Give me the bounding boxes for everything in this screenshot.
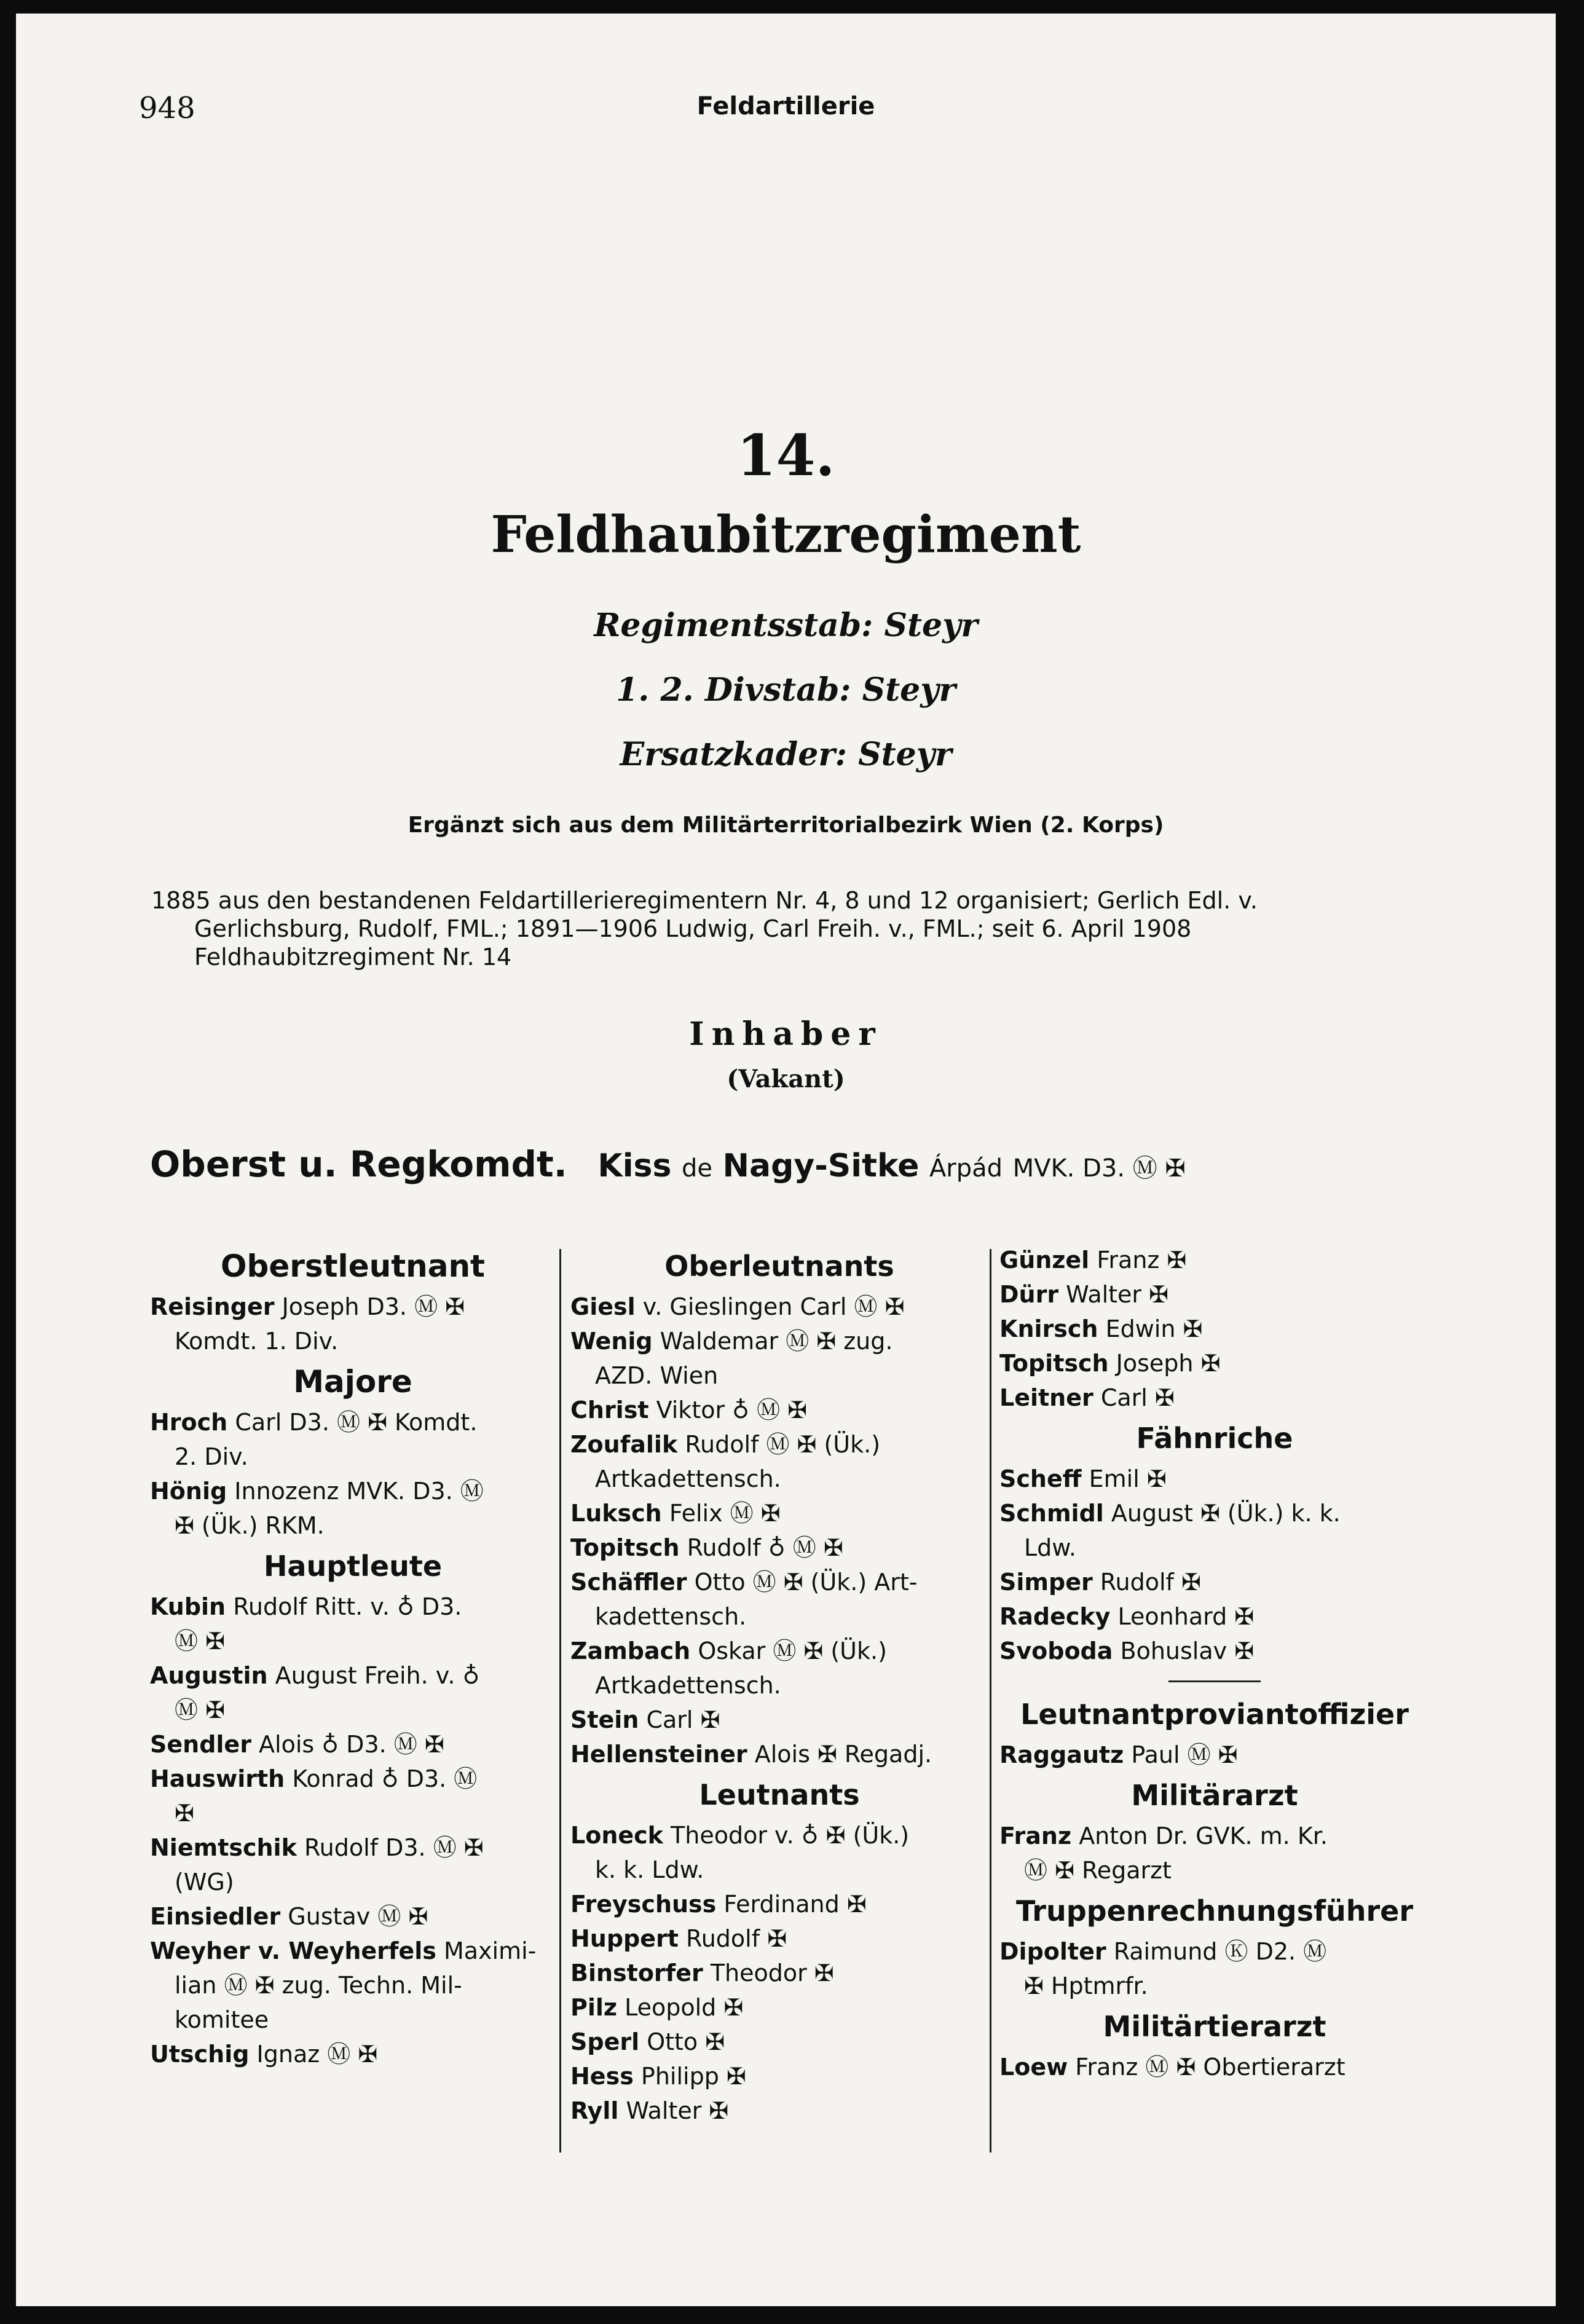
section-heading: Militärarzt (1131, 1779, 1298, 1812)
entry-continuation: Komdt. 1. Div. (175, 1328, 339, 1355)
roster-entry (570, 2059, 988, 2094)
roster-entry (999, 1934, 1430, 2003)
inhaber-value: (Vakant) (727, 1065, 845, 1093)
entry-surname: Hauswirth (150, 1765, 285, 1792)
roster-entry (570, 1887, 988, 1921)
regiment-name: Feldhaubitzregiment (491, 505, 1081, 564)
entry-details: Walter ✠ (626, 2097, 729, 2124)
entry-continuation: ✠ (175, 1800, 194, 1827)
entry-details: Rudolf ✠ (1100, 1569, 1201, 1596)
running-title: Feldartillerie (696, 92, 875, 120)
entry-details: Rudolf ♁ Ⓜ ✠ (687, 1534, 843, 1561)
entry-details: Joseph D3. Ⓜ ✠ (282, 1293, 465, 1320)
section-heading: Majore (293, 1364, 412, 1400)
inhaber-heading: Inhaber (689, 1015, 883, 1053)
entry-surname: Dipolter (999, 1938, 1106, 1965)
roster-entry (999, 1496, 1430, 1565)
entry-details: Konrad ♁ D3. Ⓜ (292, 1765, 478, 1792)
entry-surname: Dürr (999, 1281, 1059, 1308)
entry-surname: Utschig (150, 2041, 250, 2068)
entry-continuation: ✠ Hptmrfr. (1024, 1972, 1148, 1999)
entry-details: Maximi- (443, 1937, 537, 1964)
entry-surname: Freyschuss (570, 1891, 717, 1918)
subtitle-regimentsstab: Regimentsstab: Steyr (594, 607, 978, 644)
roster-entry (150, 1405, 556, 1474)
subtitle-ersatzkader: Ersatzkader: Steyr (620, 736, 952, 773)
erganzung-line: Ergänzt sich aus dem Militärterritorialbezirk Wien (2. Korps) (408, 813, 1164, 838)
section-heading: Truppenrechnungsführer (1015, 1894, 1414, 1928)
commander-surname: Kiss (597, 1148, 672, 1184)
roster-entry (570, 2094, 988, 2128)
entry-details: Rudolf Ritt. v. ♁ D3. (233, 1593, 462, 1620)
entry-details: Carl D3. Ⓜ ✠ Komdt. (235, 1409, 478, 1436)
commander-rank: Oberst u. Regkomdt. (150, 1143, 567, 1185)
entry-continuation: Ⓜ ✠ Regarzt (1024, 1857, 1172, 1884)
entry-details: Ignaz Ⓜ ✠ (256, 2041, 378, 2068)
section-heading: Oberstleutnant (221, 1248, 485, 1284)
entry-continuation: lian Ⓜ ✠ zug. Techn. Mil- (175, 1972, 462, 1999)
entry-surname: Hellensteiner (570, 1741, 747, 1768)
entry-details: Alois ✠ Regadj. (754, 1741, 932, 1768)
roster-entry (570, 1818, 988, 1887)
entry-details: Gustav Ⓜ ✠ (288, 1903, 428, 1930)
roster-entry (999, 1819, 1430, 1888)
roster-entry (150, 1658, 556, 1727)
roster-entry (150, 1474, 556, 1543)
entry-details: Theodor v. ♁ ✠ (Ük.) (671, 1822, 910, 1849)
entry-details: Alois ♁ D3. Ⓜ ✠ (259, 1731, 444, 1758)
document-page (16, 14, 1556, 2306)
entry-surname: Scheff (999, 1465, 1082, 1492)
entry-details: Edwin ✠ (1105, 1315, 1203, 1342)
entry-surname: Loneck (570, 1822, 663, 1849)
roster-entry (999, 1381, 1430, 1415)
section-heading: Leutnantproviantoffizier (1020, 1698, 1409, 1731)
entry-surname: Zoufalik (570, 1431, 678, 1458)
entry-details: August Freih. v. ♁ (275, 1662, 480, 1689)
entry-details: Viktor ♁ Ⓜ ✠ (656, 1396, 807, 1424)
entry-details: August ✠ (Ük.) k. k. (1111, 1500, 1341, 1527)
entry-continuation: k. k. Ldw. (595, 1856, 704, 1883)
entry-details: Rudolf D3. Ⓜ ✠ (304, 1834, 484, 1861)
roster-entry (570, 1703, 988, 1737)
entry-continuation: Ⓜ ✠ (175, 1628, 225, 1655)
entry-surname: Hess (570, 2063, 634, 2090)
entry-surname: Stein (570, 1706, 639, 1733)
entry-continuation: ✠ (Ük.) RKM. (175, 1512, 325, 1539)
entry-surname: Binstorfer (570, 1960, 703, 1987)
entry-continuation: kadettensch. (595, 1603, 747, 1630)
entry-details: v. Gieslingen Carl Ⓜ ✠ (642, 1293, 905, 1320)
entry-continuation: Artkadettensch. (595, 1672, 781, 1699)
entry-details: Walter ✠ (1066, 1281, 1168, 1308)
entry-details: Franz Ⓜ ✠ Obertierarzt (1075, 2054, 1346, 2081)
roster-entry (150, 1830, 556, 1899)
entry-surname: Topitsch (999, 1350, 1109, 1377)
entry-surname: Wenig (570, 1328, 653, 1355)
entry-details: Oskar Ⓜ ✠ (Ük.) (698, 1637, 887, 1664)
section-heading: Hauptleute (263, 1550, 443, 1583)
entry-surname: Schäffler (570, 1569, 687, 1596)
roster-entry (999, 1346, 1430, 1381)
roster-entry (570, 1634, 988, 1703)
entry-surname: Weyher v. Weyherfels (150, 1937, 436, 1964)
entry-details: Paul Ⓜ ✠ (1131, 1741, 1238, 1768)
page-number: 948 (139, 91, 195, 125)
history-line: Gerlichsburg, Rudolf, FML.; 1891—1906 Ludwig, Carl Freih. v., FML.; seit 6. April 1908 (194, 915, 1192, 942)
commander-awards: MVK. D3. Ⓜ ✠ (1012, 1154, 1186, 1183)
roster-entry (999, 2050, 1430, 2084)
roster-entry (999, 1599, 1430, 1634)
entry-surname: Kubin (150, 1593, 226, 1620)
entry-surname: Knirsch (999, 1315, 1098, 1342)
section-heading: Leutnants (699, 1778, 860, 1811)
entry-surname: Pilz (570, 1994, 618, 2021)
roster-entry (150, 1762, 556, 1830)
entry-details: Franz ✠ (1097, 1247, 1187, 1274)
entry-surname: Reisinger (150, 1293, 275, 1320)
entry-continuation: Artkadettensch. (595, 1465, 781, 1492)
history-paragraph (151, 886, 1430, 971)
entry-surname: Raggautz (999, 1741, 1124, 1768)
entry-surname: Zambach (570, 1637, 691, 1664)
roster-entry (570, 2025, 988, 2059)
subtitle-divstab: 1. 2. Divstab: Steyr (616, 671, 956, 709)
entry-surname: Leitner (999, 1384, 1093, 1411)
entry-details: Waldemar Ⓜ ✠ zug. (660, 1328, 893, 1355)
entry-details: Rudolf Ⓜ ✠ (Ük.) (685, 1431, 881, 1458)
entry-surname: Radecky (999, 1603, 1111, 1630)
entry-surname: Günzel (999, 1247, 1090, 1274)
entry-continuation: 2. Div. (175, 1443, 248, 1470)
entry-details: Anton Dr. GVK. m. Kr. (1079, 1822, 1328, 1849)
entry-surname: Augustin (150, 1662, 268, 1689)
roster-entry (570, 1737, 988, 1771)
divider (1168, 1680, 1261, 1682)
entry-surname: Topitsch (570, 1534, 680, 1561)
history-line: 1885 aus den bestandenen Feldartillerieregimentern Nr. 4, 8 und 12 organisiert; Gerlich Edl. v. (151, 887, 1258, 914)
entry-continuation: Ldw. (1024, 1534, 1076, 1561)
entry-surname: Hroch (150, 1409, 228, 1436)
roster-column-1 (150, 1243, 556, 2071)
roster-entry (999, 1634, 1430, 1668)
entry-surname: Huppert (570, 1925, 679, 1952)
column-divider (559, 1249, 561, 2153)
entry-details: Theodor ✠ (710, 1960, 834, 1987)
roster-entry (570, 1290, 988, 1324)
entry-surname: Sperl (570, 2028, 640, 2055)
entry-surname: Sendler (150, 1731, 251, 1758)
entry-details: Otto Ⓜ ✠ (Ük.) Art- (694, 1569, 918, 1596)
entry-details: Bohuslav ✠ (1120, 1637, 1255, 1664)
column-divider (990, 1249, 991, 2153)
roster-entry (570, 1393, 988, 1427)
roster-entry (999, 1738, 1430, 1772)
roster-entry (570, 1956, 988, 1990)
entry-details: Joseph ✠ (1116, 1350, 1221, 1377)
roster-entry (570, 1324, 988, 1393)
entry-continuation: Ⓜ ✠ (175, 1696, 225, 1723)
entry-surname: Hönig (150, 1478, 227, 1505)
roster-entry (570, 1427, 988, 1496)
commander-particle: de (681, 1154, 712, 1183)
entry-details: Carl ✠ (1100, 1384, 1175, 1411)
entry-continuation: AZD. Wien (595, 1362, 719, 1389)
entry-details: Emil ✠ (1089, 1465, 1167, 1492)
roster-entry (999, 1462, 1430, 1496)
commander-given: Árpád (929, 1154, 1003, 1183)
roster-entry (150, 1899, 556, 1934)
regiment-number: 14. (736, 422, 835, 489)
roster-entry (150, 1589, 556, 1658)
roster-entry (999, 1277, 1430, 1312)
roster-column-3 (999, 1243, 1430, 2084)
entry-surname: Luksch (570, 1500, 662, 1527)
roster-entry (570, 1530, 988, 1565)
entry-details: Philipp ✠ (640, 2063, 746, 2090)
roster-entry (999, 1565, 1430, 1599)
section-heading: Militärtierarzt (1103, 2010, 1326, 2043)
entry-surname: Simper (999, 1569, 1093, 1596)
entry-surname: Ryll (570, 2097, 619, 2124)
entry-details: Innozenz MVK. D3. Ⓜ (234, 1478, 484, 1505)
entry-surname: Einsiedler (150, 1903, 281, 1930)
commander-line (150, 1143, 1186, 1185)
roster-entry (570, 1921, 988, 1956)
entry-surname: Niemtschik (150, 1834, 297, 1861)
roster-entry (150, 1934, 556, 2003)
entry-surname: Loew (999, 2054, 1068, 2081)
entry-details: Raimund Ⓚ D2. Ⓜ (1113, 1938, 1327, 1965)
history-line: Feldhaubitzregiment Nr. 14 (194, 943, 512, 971)
entry-details: Otto ✠ (647, 2028, 725, 2055)
roster-column-2 (570, 1243, 988, 2128)
entry-details: Ferdinand ✠ (723, 1891, 867, 1918)
roster-entry (150, 1290, 556, 1358)
entry-continuation: (WG) (175, 1869, 234, 1896)
entry-details: Carl ✠ (646, 1706, 720, 1733)
entry-surname: Giesl (570, 1293, 636, 1320)
entry-details: Leonhard ✠ (1117, 1603, 1255, 1630)
section-heading: Fähnriche (1136, 1422, 1293, 1455)
entry-details: Rudolf ✠ (686, 1925, 787, 1952)
entry-surname: Schmidl (999, 1500, 1104, 1527)
commander-surname2: Nagy-Sitke (722, 1148, 920, 1184)
roster-entry (150, 2037, 556, 2071)
roster-entry (570, 1565, 988, 1634)
entry-surname: Svoboda (999, 1637, 1113, 1664)
entry-details: Leopold ✠ (625, 1994, 744, 2021)
entry-surname: Christ (570, 1396, 649, 1424)
entry-continuation: komitee (175, 2006, 269, 2033)
entry-details: Felix Ⓜ ✠ (669, 1500, 781, 1527)
roster-entry (150, 1727, 556, 1762)
roster-entry (570, 1990, 988, 2025)
roster-entry (999, 1312, 1430, 1346)
roster-entry (999, 1243, 1430, 1277)
roster-entry (570, 1496, 988, 1530)
section-heading: Oberleutnants (664, 1250, 894, 1283)
entry-surname: Franz (999, 1822, 1072, 1849)
